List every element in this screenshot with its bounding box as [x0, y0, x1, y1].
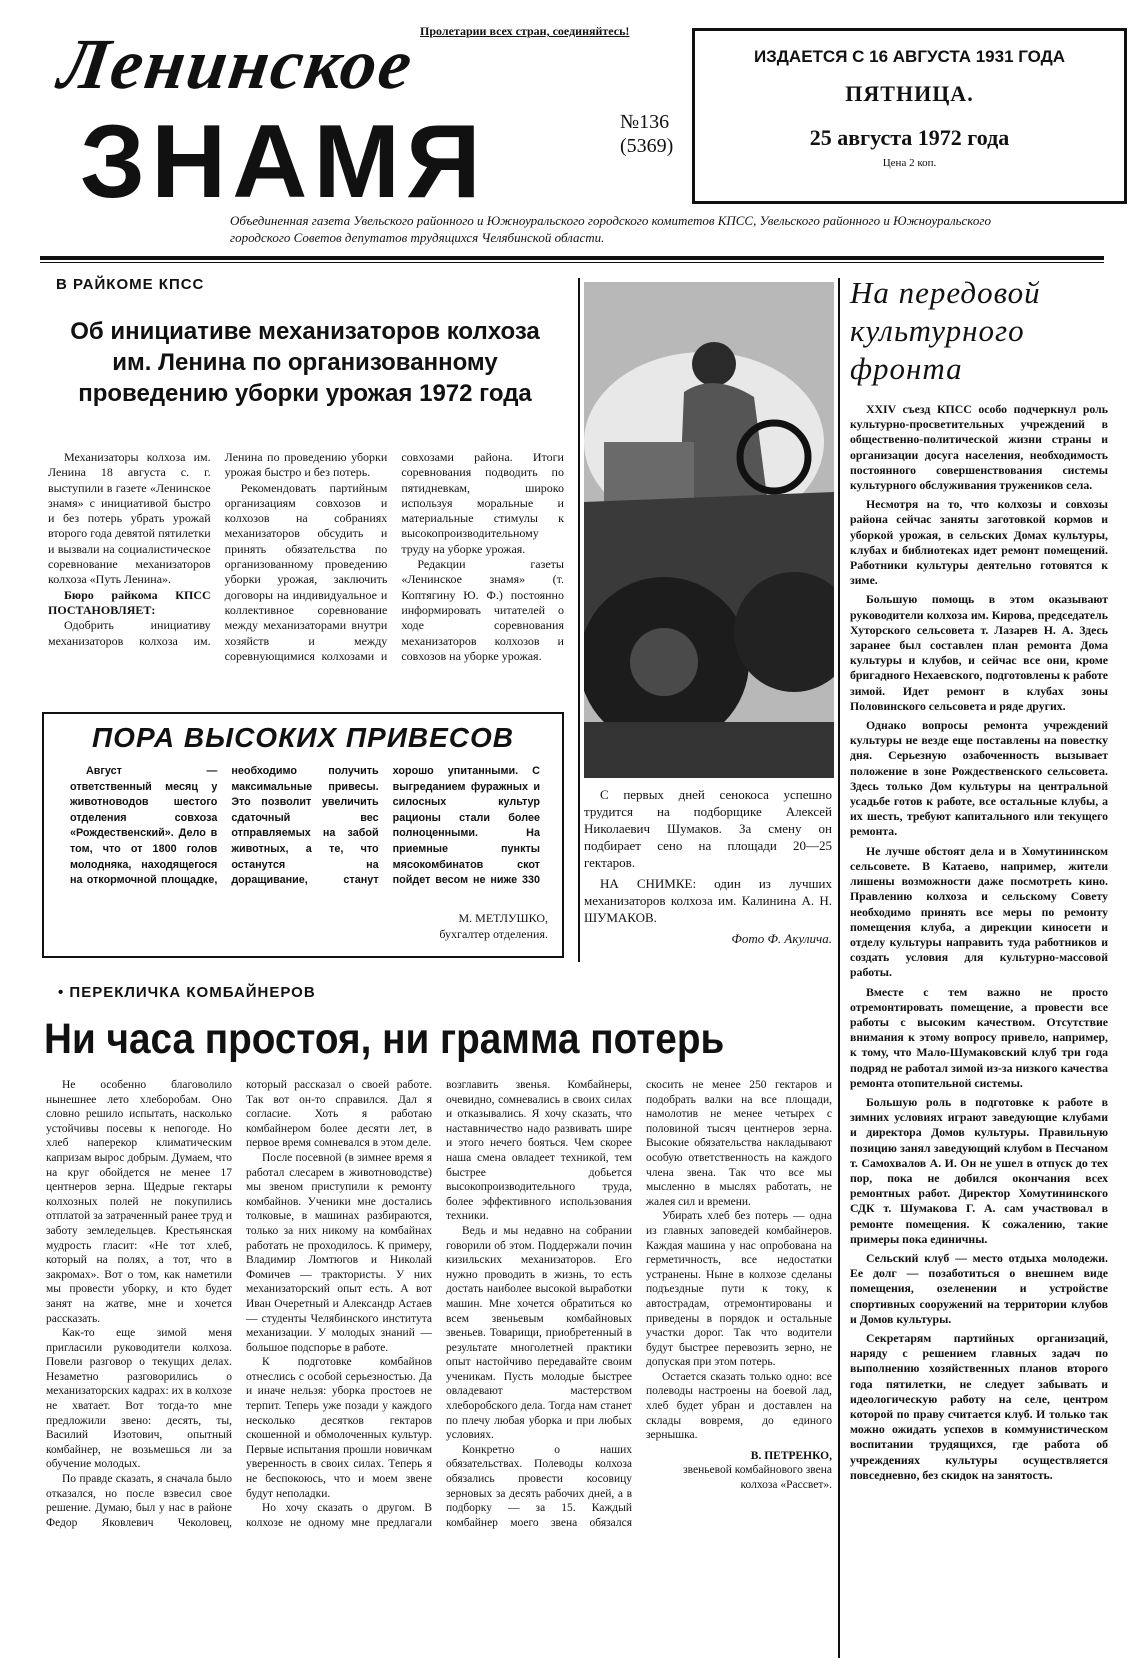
price: Цена 2 коп. [882, 157, 937, 169]
article3-paragraph: Не лучше обстоят дела и в Хомутининском сельсовете. В Катаево, например, жители лишены возможности даже посмотреть кино. Правлению колхоза и сельскому Совету необходимо принять все меры по ремонту помещения клуба, а дирекции киносети и отделу культуры направить туда работников и создать условия для культурно-массовой работы. [850, 843, 1108, 980]
masthead-subtitle: Объединенная газета Увельского районного и Южноуральского городского комитетов КПСС, Увельского районного и Южноуральского городского Советов депутатов трудящихся Челябинской области. [230, 213, 991, 245]
article4-paragraph: К подготовке комбайнов отнеслись с особой серьезностью. Да и иначе нельзя: уборка простоев не терпит. Теперь уже позади у каждого несколько десятков гектаров скошенной и обмолоченных культур. Первые испытания прошли новичкам уверенность в своих силах. Теперь я не беспокоюсь, что и моем звене будут неполадки. [246, 1356, 432, 1500]
article1-headline: Об инициативе механизаторов колхоза им. Ленина по организованному проведению уборки урожая 1972 года [70, 318, 540, 407]
column-rule [838, 278, 840, 1658]
article1-paragraph: Редакции газеты «Ленинское знамя» (т. Коптягину Ю. Ф.) постоянно информировать читателей о ходе соревнования механизаторов колхозов и совхозов на уборке урожая. [401, 557, 564, 663]
issue-number [620, 110, 673, 158]
article4-body [46, 1078, 832, 1652]
article1-body [48, 450, 564, 698]
photo-credit: Фото Ф. Акулича. [731, 931, 832, 946]
article3-paragraph: Вместе с тем важно не просто отремонтировать помещение, а провести все работы с высоким качеством. Отсутствие внимания к этому вопросу привело, например, к тому, что Мало-Шумаковский клуб три года подряд не работал зимой из-за низкого качества ремонта отопительной системы. [850, 984, 1108, 1090]
masthead-motto: Пролетарии всех стран, соединяйтесь! [420, 24, 630, 38]
tractor-illustration [584, 282, 834, 778]
masthead-rule-thin [40, 262, 1104, 263]
article4-paragraph: Как-то еще зимой меня пригласили руководители колхоза. Повели разговор о текущих делах. Незаметно разговорились о механизаторских кадрах: их в колхозе не хватает. Вот тогда-то мне предложили звено: десять, ты, Василий Изотович, опытный комбайнер, не возьмешься ли за обучение молодых. [46, 1327, 232, 1471]
photo-caption [584, 786, 832, 947]
article4-headline: Ни часа простоя, ни грамма потерь [44, 1015, 725, 1063]
article3-body [850, 402, 1108, 1668]
article2-signature [439, 910, 548, 942]
article4-paragraph: Остается сказать только одно: все полеводы настроены на боевой лад, хлеб будет убран и доставлен на склады вовремя, до единого зернышка. [646, 1370, 832, 1442]
article4-author-role: звеньевой комбайнового звена колхоза «Рассвет». [683, 1464, 832, 1492]
article2-box [42, 712, 564, 958]
article4-paragraph: Не особенно благоволило нынешнее лето хлеборобам. Оно словно решило испытать, насколько устойчивы посевы к непогоде. Но хлеб наперекор климатическим капризам вырос добрым. Думаем, что на круг обойдется не менее 17 центнеров зерна. Щедрые гектары колхозных полей не покупились отплатой за затраченный ранее труд и заботу земледельцев. Крестьянская мудрость гласит: «Не тот хлеб, который на полях, а тот, что в закромах». Вот о том, как наметили мы провести уборку, и кто будет занят на жатве, мне и хочется рассказать. [46, 1079, 232, 1325]
article1-paragraph: Одобрить инициативу механизаторов колхоза им. Ленина по проведению уборки урожая быстро и без потерь. [48, 450, 388, 648]
article3-paragraph: Однако вопросы ремонта учреждений культуры не везде еще поставлены на повестку дня. Серьезную озабоченность вызывает положение в зоне Рождественского сельсовета. Здесь только Дом культуры на центральной усадьбе готов к работе, все остальные клубы, а их шесть, требуют капитального или текущего ремонта. [850, 718, 1108, 839]
masthead-rule [40, 256, 1104, 260]
published-since: ИЗДАЕТСЯ С 16 АВГУСТА 1931 ГОДА [753, 47, 1066, 66]
article1-paragraph: Бюро райкома КПСС ПОСТАНОВЛЯЕТ: [48, 587, 211, 617]
article2-paragraph: Август — ответственный месяц у животноводов шестого отделения совхоза «Рождественский». Дело в том, что от 1800 голов молодняка, находящегося на откормочной площадке, необходимо получить максимальные привесы. Это позволит увеличить сдаточный вес отправляемых на забой животных, а те, что останутся на доращивание, станут хорошо упитанными. С выгреданием фуражных и силосных культур рационы стали более полноценными. На приемные пункты мясокомбинатов скот пойдет весом не ниже 330 [70, 765, 540, 887]
photo-harvester [584, 282, 834, 778]
article3-paragraph: Большую помощь в этом оказывают руководители колхоза им. Кирова, председатель Хуторского сельсовета т. Лазарев Н. А. Здесь заранее был составлен план ремонта Дома культуры и клубов, и сейчас все они, кроме бригадного Нехаевского, подготовлены к работе зимой. Идет ремонт в клубах зоны Половинского сельсовета и ряде других. [850, 592, 1108, 713]
issue-no: №136 [620, 111, 670, 133]
article2-headline: ПОРА ВЫСОКИХ ПРИВЕСОВ [92, 722, 514, 753]
article1-paragraph: Механизаторы колхоза им. Ленина 18 августа с. г. выступили в газете «Ленинское знамя» с инициативой быстро и без потерь убрать урожай второго года девятой пятилетки и вызвали на социалистическое соревнование механизаторов колхоза «Путь Ленина». [48, 450, 211, 587]
photo-caption-text: С первых дней сенокоса успешно трудится на подборщике Алексей Николаевич Шумаков. За смену он подбирает сено на площади 20—25 гектаров. [584, 787, 832, 870]
photo-caption-subject: НА СНИМКЕ: один из лучших механизаторов колхоза им. Калинина А. Н. ШУМАКОВ. [584, 876, 832, 925]
article1-paragraph: Рекомендовать партийным организациям совхозов и колхозов на собраниях механизаторов обсудить и принять обязательства по организованному проведению уборки урожая, заключить договоры на индивидуальное и коллективное соревнование между механизаторами внутри хозяйств и между соревнующимися колхозами и совхозами района. Итоги соревнования подводить по пятидневкам, широко используя моральные и материальные стимулы к высокопроизводительному труду на уборке урожая. [224, 450, 564, 663]
article4-paragraph: Но хочу сказать о другом. В колхозе не одному мне предлагали возглавить звенья. Комбайнеры, очевидно, сомневались в своих силах и отказывались. Я хочу сказать, что наставничество надо развивать шире и этого нечего бояться. Чем скорее наша смена овладеет техникой, тем быстрее добьется высокопроизводительного труда, более эффективного использования техники. [246, 1079, 632, 1529]
column-rule [578, 278, 580, 962]
article3-paragraph: Большую роль в подготовке к работе в зимних условиях играют заведующие клубами и директора Домов культуры. Правильную позицию занял заведующий клубом в Песчаном т. Самохвалов А. И. Он не ушел в отпуск до тех пор, пока не добился окончания всех ремонтных работ. Директор Хомутининского СДК т. Шумакова Г. А. сам участвовал в ремонте помещения. К сожалению, такие примеры пока единичны. [850, 1094, 1108, 1246]
article4-paragraph: Ведь и мы недавно на собрании говорили об этом. Поддержали почин кизильских механизаторов. Его нужно проводить в жизнь, то есть достать наиболее высокой выработки машин. Мне хочется обратиться ко всем звеньевым комбайновых звеньев. Товарищи, приобретенный в результате многолетней практики опыт настойчиво передавайте своим ученикам. Пусть молодые быстрее овладевают мастерством хлеборобского дела. Тогда нам станет по плечу любая уборка и при любых условиях. [446, 1224, 632, 1442]
newspaper-title-line1: Ленинское [54, 24, 419, 104]
article3-paragraph: XXIV съезд КПСС особо подчеркнул роль культурно-просветительных учреждений в общественно-политической жизни страны и организации досуга населения, необходимость постоянного совершенствования системы культурного обслуживания тружеников села. [850, 402, 1108, 493]
weekday: ПЯТНИЦА. [845, 81, 974, 106]
article2-author: М. МЕТЛУШКО, [458, 911, 548, 925]
article3-paragraph: Сельский клуб — место отдыха молодежи. Ее долг — позаботиться о внешнем виде помещения, озеленении и устройстве спортивных сооружений на территории клубов и Домов культуры. [850, 1250, 1108, 1326]
article4-paragraph: После посевной (в зимнее время я работал слесарем в животноводстве) мы звеном приступили к ремонту комбайнов. Ученики мне достались толковые, в машинах разбираются, только за них никому на комбайнах работать не проходилось. К примеру, Владимир Ломтюгов и Николай Фомичев — трактористы. У них механизаторский опыт есть. А вот Иван Очеретный и Александр Астаев — студенты Челябинского института механизации. У молодых знаний — большое подспорье в работе. [246, 1151, 432, 1354]
article4-paragraph: Конкретно о наших обязательствах. Полеводы колхоза обязались провести косовицу зерновых за десять рабочих дней, а в подборку — за 15. Каждый комбайнер моего звена обязался скосить не менее 250 гектаров и подобрать валки на все площади, намолотив не менее четырех с половиной тысяч центнеров зерна. Высокие обязательства накладывают особую ответственность на каждого члена звена. Так что все мы мысленно в мыслях работать, не жалея сил и времени. [446, 1079, 832, 1529]
article4-author: В. ПЕТРЕНКО, [750, 1449, 832, 1462]
article4-paragraph: Убирать хлеб без потерь — одна из главных заповедей комбайнеров. Каждая машина у нас опробована на герметичность, все недостатки устранены. Ныне в колхозе сделаны подъездные пути к току, к автострадам, отремонтированы и приведены в порядок и остальные участки дорог. Так что водители будут быстрее перевозить зерно, не допуская при этом потерь. [646, 1210, 832, 1369]
article3-headline: На передовой культурного фронта [850, 275, 1041, 386]
article4-rubric: • ПЕРЕКЛИЧКА КОМБАЙНЕРОВ [58, 984, 316, 1001]
article4-paragraph: По правде сказать, я сначала было отказался, но после взвесил свое решение. Думаю, был у нас в районе Федор Яковлевич Чеколовец, который рассказал о своей работе. Так вот он-то справился. Дал я согласие. Хоть я работаю комбайнером более десяти лет, в первое время сомневался в этом деле. [46, 1079, 432, 1529]
article2-body [70, 764, 540, 904]
article3-paragraph: Секретарям партийных организаций, наряду с решением главных задач по выполнению хозяйственных планов второго года пятилетки, не следует забывать и идеологическую работу на селе, центром которой по праву считается клуб. И только так можно ожидать успехов в коммунистическом воспитании трудящихся, где работа об учреждениях культуры осуществляется повседневно, без скидок на занятость. [850, 1330, 1108, 1482]
article3-paragraph: Несмотря на то, что колхозы и совхозы района сейчас заняты заготовкой кормов и уборкой урожая, в сельских Домах культуры, клубах и библиотеках идет ремонт помещений. Работники культуры деятельно готовятся к зиме. [850, 497, 1108, 588]
newspaper-title-line2: ЗНАМЯ [80, 104, 487, 220]
issue-total: (5369) [620, 135, 674, 157]
article2-author-role: бухгалтер отделения. [439, 927, 548, 941]
masthead-infobox [692, 28, 1127, 204]
issue-date: 25 августа 1972 года [809, 125, 1010, 150]
article1-rubric: В РАЙКОМЕ КПСС [56, 276, 205, 293]
